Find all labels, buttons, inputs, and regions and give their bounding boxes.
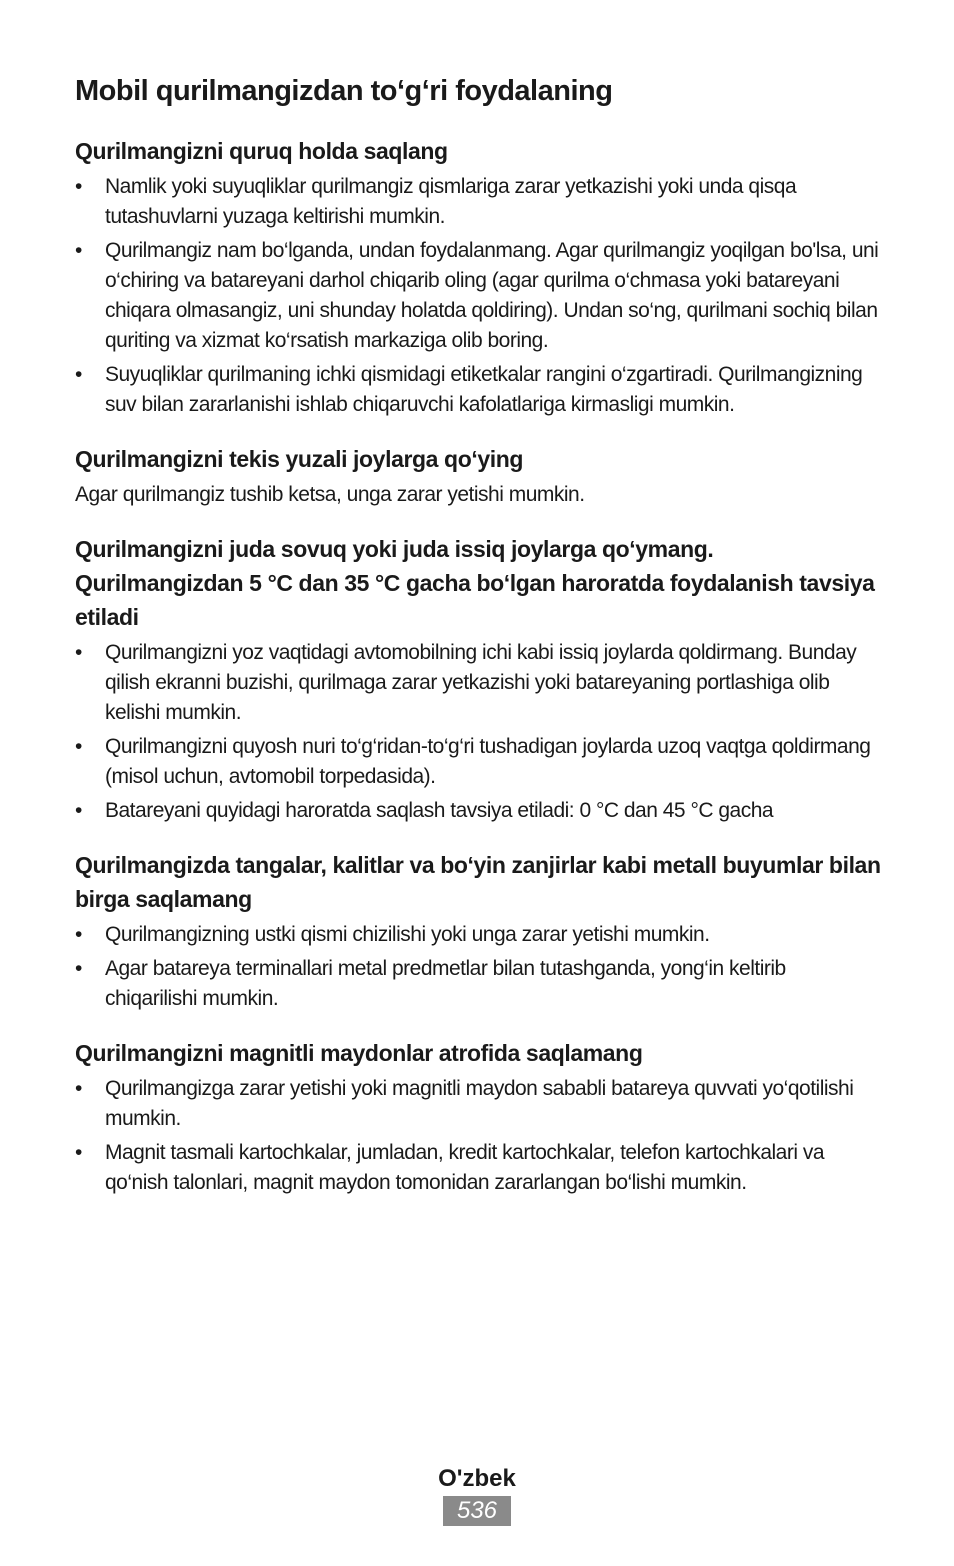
list-item (75, 236, 881, 356)
bullet-icon: • (75, 735, 82, 758)
section-magnetic (75, 1036, 881, 1198)
section-heading: Qurilmangizni quruq holda saqlang (75, 138, 448, 164)
list-item-text: Qurilmangizning ustki qismi chizilishi yoki unga zarar yetishi mumkin. (105, 923, 710, 946)
section-heading: Qurilmangizda tangalar, kalitlar va bo‘yin zanjirlar kabi metall buyumlar bilan birga saqlamang (75, 852, 881, 912)
section-text: Agar qurilmangiz tushib ketsa, unga zarar yetishi mumkin. (75, 483, 585, 506)
bullet-list (75, 920, 881, 1014)
bullet-icon: • (75, 175, 82, 198)
section-flat-surface (75, 442, 881, 510)
section-heading: Qurilmangizni magnitli maydonlar atrofida saqlamang (75, 1040, 643, 1066)
list-item (75, 1138, 881, 1198)
section-metal-objects (75, 848, 881, 1014)
bullet-icon: • (75, 363, 82, 386)
bullet-icon: • (75, 641, 82, 664)
bullet-icon: • (75, 957, 82, 980)
list-item-text: Namlik yoki suyuqliklar qurilmangiz qismlariga zarar yetkazishi yoki unda qisqa tutashuvlarni yuzaga keltirishi mumkin. (105, 175, 797, 228)
list-item-text: Qurilmangizni quyosh nuri to‘g‘ridan-to‘g‘ri tushadigan joylarda uzoq vaqtga qoldirmang (misol uchun, avtomobil torpedasida). (105, 735, 871, 788)
bullet-icon: • (75, 1141, 82, 1164)
bullet-list (75, 638, 881, 826)
page-title: Mobil qurilmangizdan to‘g‘ri foydalaning (75, 75, 613, 107)
bullet-icon: • (75, 1077, 82, 1100)
list-item (75, 638, 881, 728)
section-dry (75, 134, 881, 420)
list-item-text: Agar batareya terminallari metal predmetlar bilan tutashganda, yong‘in keltirib chiqarilishi mumkin. (105, 957, 786, 1010)
page-number: 536 (443, 1496, 511, 1526)
list-item-text: Qurilmangiz nam bo‘lganda, undan foydalanmang. Agar qurilmangiz yoqilgan bo'lsa, uni o‘chiring va batareyani darhol chiqarib oling (agar qurilma o‘chmasa yoki batareyani chiqara olmasangiz, uni shunday holatda qoldiring). Undan so‘ng, qurilmani sochiq bilan quriting va xizmat ko‘rsatish markaziga olib boring. (105, 239, 879, 352)
bullet-list (75, 1074, 881, 1198)
list-item-text: Magnit tasmali kartochkalar, jumladan, kredit kartochkalar, telefon kartochkalari va qo‘nish talonlari, magnit maydon tomonidan zararlangan bo‘lishi mumkin. (105, 1141, 825, 1194)
bullet-icon: • (75, 799, 82, 822)
footer-language: O'zbek (438, 1465, 516, 1492)
list-item (75, 920, 881, 950)
list-item (75, 796, 881, 826)
bullet-list (75, 172, 881, 420)
list-item-text: Qurilmangizga zarar yetishi yoki magnitli maydon sababli batareya quvvati yo‘qotilishi mumkin. (105, 1077, 854, 1130)
list-item-text: Qurilmangizni yoz vaqtidagi avtomobilning ichi kabi issiq joylarda qoldirmang. Bunday qilish ekranni buzishi, qurilmaga zarar yetkazishi yoki batareyaning portlashiga olib kelishi mumkin. (105, 641, 857, 724)
list-item-text: Batareyani quyidagi haroratda saqlash tavsiya etiladi: 0 °C dan 45 °C gacha (105, 799, 774, 822)
list-item-text: Suyuqliklar qurilmaning ichki qismidagi etiketkalar rangini o‘zgartiradi. Qurilmangizning suv bilan zararlanishi ishlab chiqaruvchi kafolatlariga kirmasligi mumkin. (105, 363, 863, 416)
document-page (75, 72, 881, 1220)
page-footer (0, 1462, 954, 1526)
section-temperature (75, 532, 881, 826)
list-item (75, 360, 881, 420)
list-item (75, 172, 881, 232)
list-item (75, 732, 881, 792)
section-heading: Qurilmangizni juda sovuq yoki juda issiq joylarga qo‘ymang. Qurilmangizdan 5 °C dan 35 °C gacha bo‘lgan haroratda foydalanish tavsiya etiladi (75, 536, 875, 630)
bullet-icon: • (75, 923, 82, 946)
bullet-icon: • (75, 239, 82, 262)
section-heading: Qurilmangizni tekis yuzali joylarga qo‘ying (75, 446, 524, 472)
list-item (75, 954, 881, 1014)
list-item (75, 1074, 881, 1134)
